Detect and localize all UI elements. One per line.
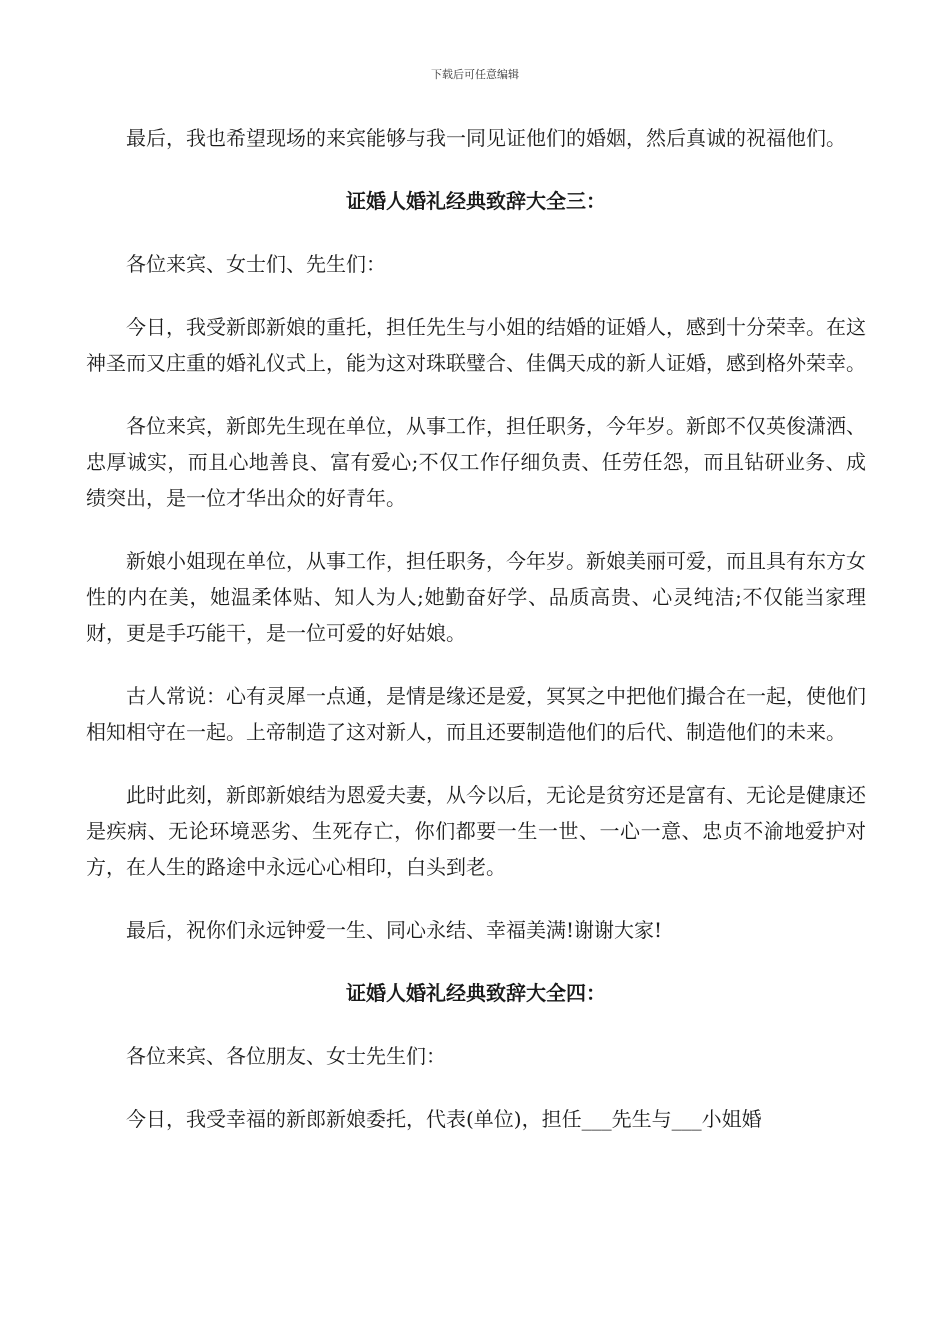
- paragraph: 今日，我受幸福的新郎新娘委托，代表(单位)，担任___先生与___小姐婚: [126, 1107, 762, 1131]
- section-heading: 证婚人婚礼经典致辞大全三：: [346, 189, 606, 213]
- page-header: 下载后可任意编辑: [431, 68, 519, 81]
- paragraph: 今日，我受新郎新娘的重托，担任先生与小姐的结婚的证婚人，感到十分荣幸。在这神圣而又庄重的婚礼仪式上，能为这对珠联璧合、佳偶天成的新人证婚，感到格外荣幸。: [86, 315, 866, 375]
- section-heading: 证婚人婚礼经典致辞大全四：: [346, 981, 606, 1005]
- paragraph: 新娘小姐现在单位，从事工作，担任职务，今年岁。新娘美丽可爱，而且具有东方女性的内在美，她温柔体贴、知人为人;她勤奋好学、品质高贵、心灵纯洁;不仅能当家理财，更是手巧能干，是一位可爱的好姑娘。: [86, 549, 866, 645]
- document-body: [86, 120, 866, 1164]
- paragraph: 此时此刻，新郎新娘结为恩爱夫妻，从今以后，无论是贫穷还是富有、无论是健康还是疾病、无论环境恶劣、生死存亡，你们都要一生一世、一心一意、忠贞不渝地爱护对方，在人生的路途中永远心心相印，白头到老。: [86, 783, 866, 879]
- paragraph: 最后，我也希望现场的来宾能够与我一同见证他们的婚姻，然后真诚的祝福他们。: [126, 126, 846, 150]
- paragraph: 各位来宾、各位朋友、女士先生们：: [126, 1044, 446, 1068]
- paragraph: 最后，祝你们永远钟爱一生、同心永结、幸福美满!谢谢大家!: [126, 918, 663, 942]
- paragraph: 各位来宾，新郎先生现在单位，从事工作，担任职务，今年岁。新郎不仅英俊潇洒、忠厚诚实，而且心地善良、富有爱心;不仅工作仔细负责、任劳任怨，而且钻研业务、成绩突出，是一位才华出众的好青年。: [86, 414, 866, 510]
- paragraph: 各位来宾、女士们、先生们：: [126, 252, 386, 276]
- paragraph: 古人常说：心有灵犀一点通，是情是缘还是爱，冥冥之中把他们撮合在一起，使他们相知相守在一起。上帝制造了这对新人，而且还要制造他们的后代、制造他们的未来。: [86, 684, 866, 744]
